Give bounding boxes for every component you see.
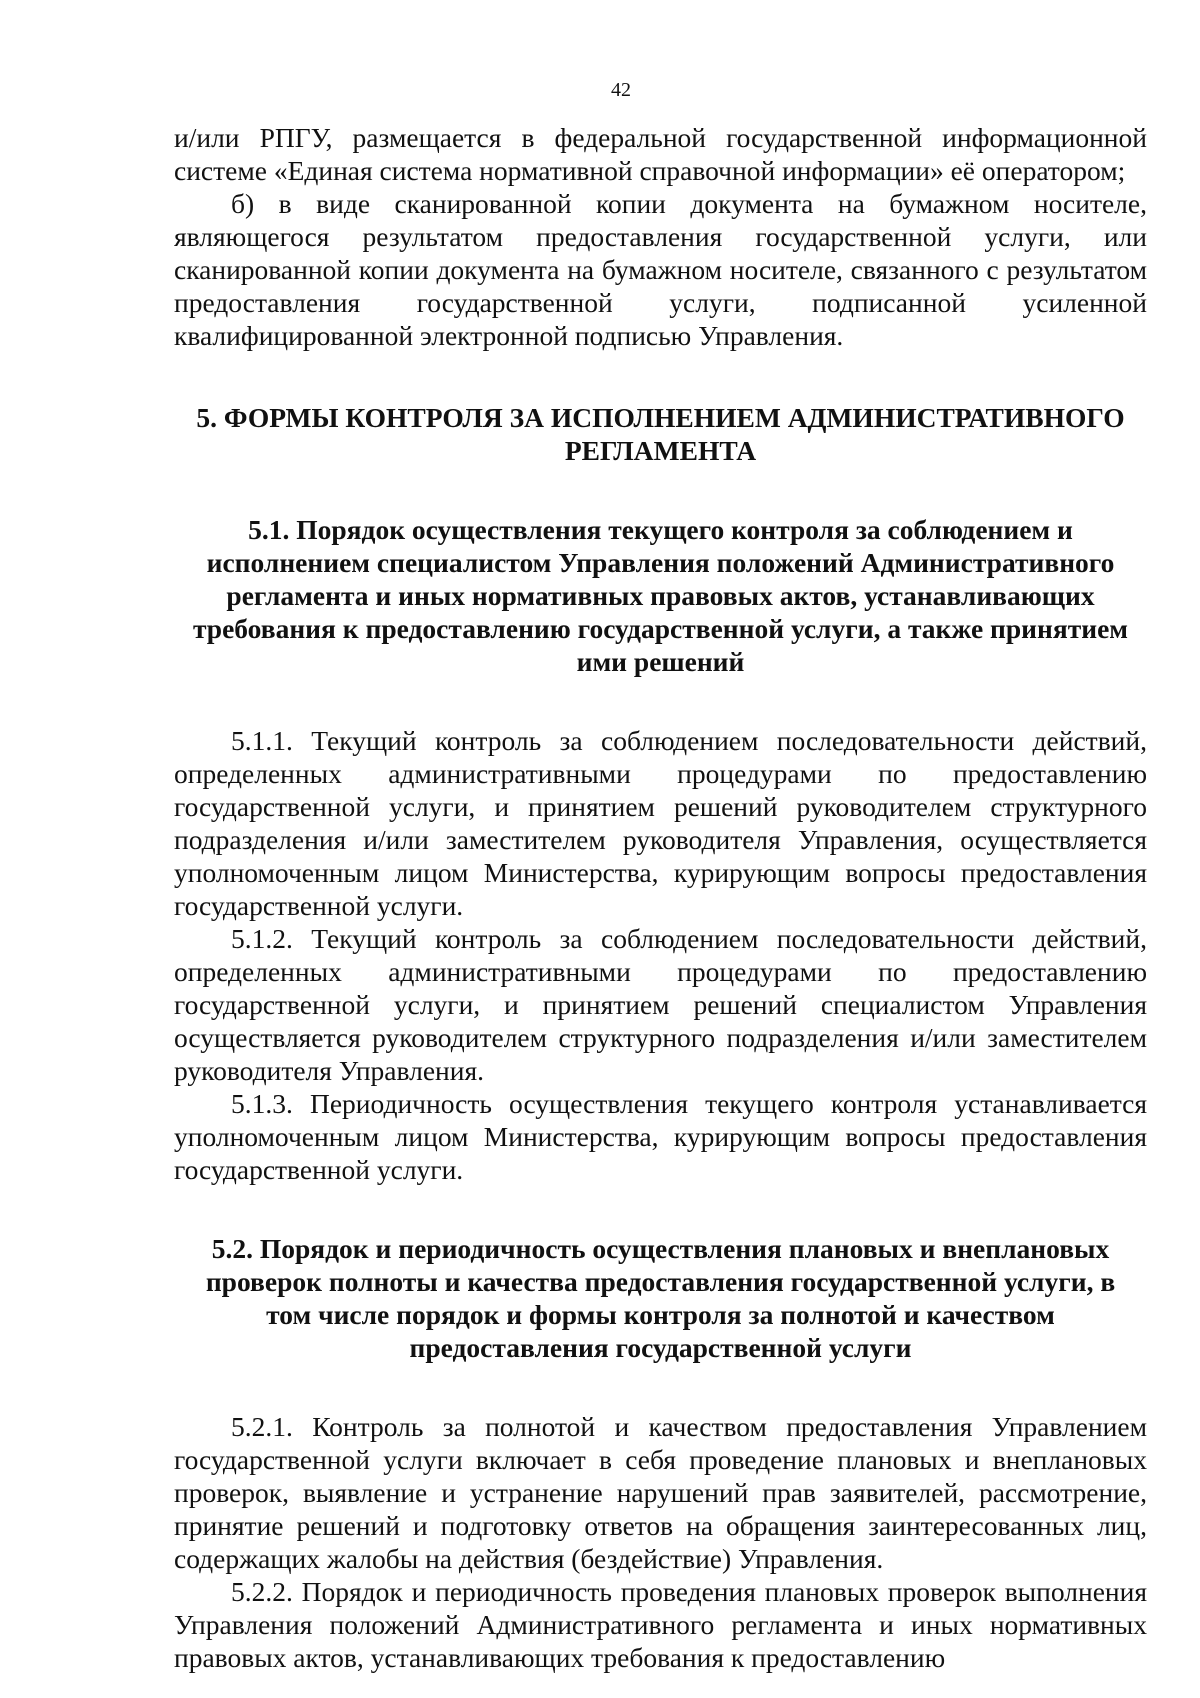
section-5-2-body <box>174 1410 1147 1674</box>
heading-line: 5. ФОРМЫ КОНТРОЛЯ ЗА ИСПОЛНЕНИЕМ АДМИНИСТРАТИВНОГО <box>196 402 1125 433</box>
heading-line: требования к предоставлению государственной услуги, а также принятием <box>192 613 1129 644</box>
paragraph-5-1-2: 5.1.2. Текущий контроль за соблюдением последовательности действий, определенных административными процедурами по предоставлению государственной услуги, и принятием решений специалистом Управления осуществляется руководителем структурного подразделения и/или заместителем руководителя Управления. <box>174 923 1147 1086</box>
paragraph-5-1-1: 5.1.1. Текущий контроль за соблюдением последовательности действий, определенных административными процедурами по предоставлению государственной услуги, и принятием решений руководителем структурного подразделения и/или заместителем руководителя Управления, осуществляется уполномоченным лицом Министерства, курирующим вопросы предоставления государственной услуги. <box>174 725 1147 921</box>
heading-line: исполнением специалистом Управления положений Административного <box>206 547 1115 578</box>
paragraph-5-1-3: 5.1.3. Периодичность осуществления текущего контроля устанавливается уполномоченным лицом Министерства, курирующим вопросы предоставления государственной услуги. <box>174 1088 1147 1185</box>
heading-line: том числе порядок и формы контроля за полнотой и качеством <box>266 1299 1055 1330</box>
heading-line: ими решений <box>576 646 745 677</box>
paragraph: б) в виде сканированной копии документа на бумажном носителе, являющегося результатом предоставления государственной услуги, или сканированной копии документа на бумажном носителе, связанного с результатом предоставления государственной услуги, подписанной усиленной квалифицированной электронной подписью Управления. <box>174 188 1147 351</box>
section-5-1-body <box>174 724 1147 1186</box>
paragraph: и/или РПГУ, размещается в федеральной государственной информационной системе «Единая система нормативной справочной информации» её оператором; <box>174 122 1147 186</box>
heading-line: проверок полноты и качества предоставления государственной услуги, в <box>205 1266 1116 1297</box>
heading-line: предоставления государственной услуги <box>409 1332 912 1363</box>
heading-line: 5.2. Порядок и периодичность осуществления плановых и внеплановых <box>211 1233 1110 1264</box>
paragraph-5-2-2: 5.2.2. Порядок и периодичность проведения плановых проверок выполнения Управления положений Административного регламента и иных нормативных правовых актов, устанавливающих требования к предоставлению <box>174 1576 1147 1673</box>
paragraph-5-2-1: 5.2.1. Контроль за полнотой и качеством предоставления Управлением государственной услуги включает в себя проведение плановых и внеплановых проверок, выявление и устранение нарушений прав заявителей, рассмотрение, принятие решений и подготовку ответов на обращения заинтересованных лиц, содержащих жалобы на действия (бездействие) Управления. <box>174 1411 1147 1574</box>
section-5-heading <box>174 401 1147 467</box>
section-5-2-heading <box>174 1232 1147 1364</box>
heading-line: регламента и иных нормативных правовых актов, устанавливающих <box>226 580 1095 611</box>
heading-line: РЕГЛАМЕНТА <box>564 435 757 466</box>
page-number: 42 <box>611 79 631 101</box>
section-5-1-heading <box>174 513 1147 678</box>
document-body <box>174 121 1147 1674</box>
heading-line: 5.1. Порядок осуществления текущего контроля за соблюдением и <box>248 514 1073 545</box>
